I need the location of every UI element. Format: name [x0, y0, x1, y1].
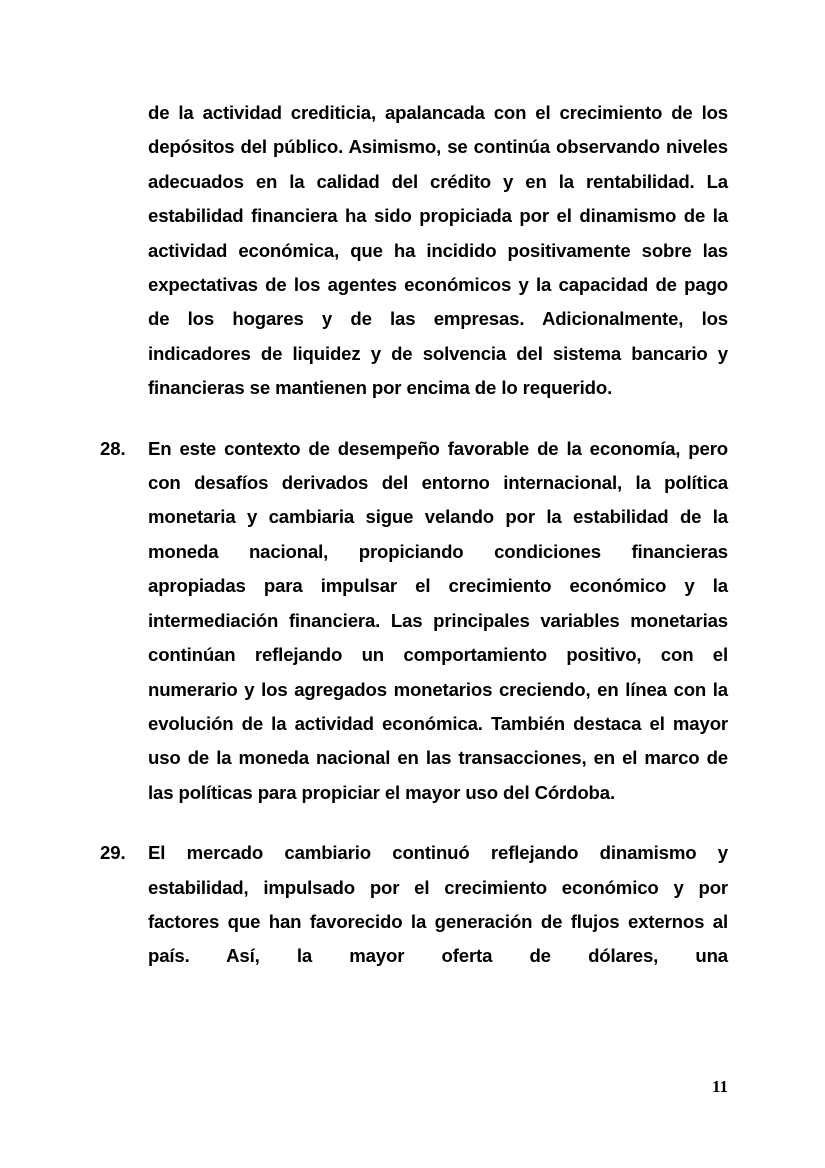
paragraph-text-29: El mercado cambiario continuó reflejando dinamismo y estabilidad, impulsado por el crecimiento económico y por factores que han favorecido la generación de flujos externos al país. Así, la mayor oferta de dólares, una — [148, 842, 728, 967]
page-number: 11 — [711, 1077, 728, 1096]
paragraph-text: de la actividad crediticia, apalancada con el crecimiento de los depósitos del público. Asimismo, se continúa observando niveles adecuados en la calidad del crédito y en la rentabilidad. La estabilidad financiera ha sido propiciada por el dinamismo de la actividad económica, que ha incidido positivamente sobre las expectativas de los agentes económicos y la capacidad de pago de los hogares y de las empresas. Adicionalmente, los indicadores de liquidez y de solvencia del sistema bancario y financieras se mantienen por encima de lo requerido. — [148, 102, 728, 399]
paragraph-28 — [100, 432, 728, 810]
paragraph-number-28: 28. — [100, 437, 126, 459]
paragraph-29 — [100, 836, 728, 1008]
paragraph-continued — [100, 96, 728, 406]
page-footer — [100, 1076, 728, 1098]
paragraph-text-28: En este contexto de desempeño favorable de la economía, pero con desafíos derivados del entorno internacional, la política monetaria y cambiaria sigue velando por la estabilidad de la moneda nacional, propiciando condiciones financieras apropiadas para impulsar el crecimiento económico y la intermediación financiera. Las principales variables monetarias continúan reflejando un comportamiento positivo, con el numerario y los agregados monetarios creciendo, en línea con la evolución de la actividad económica. También destaca el mayor uso de la moneda nacional en las transacciones, en el marco de las políticas para propiciar el mayor uso del Córdoba. — [148, 437, 728, 803]
page-content — [100, 96, 728, 1008]
paragraph-number-29: 29. — [100, 842, 126, 864]
